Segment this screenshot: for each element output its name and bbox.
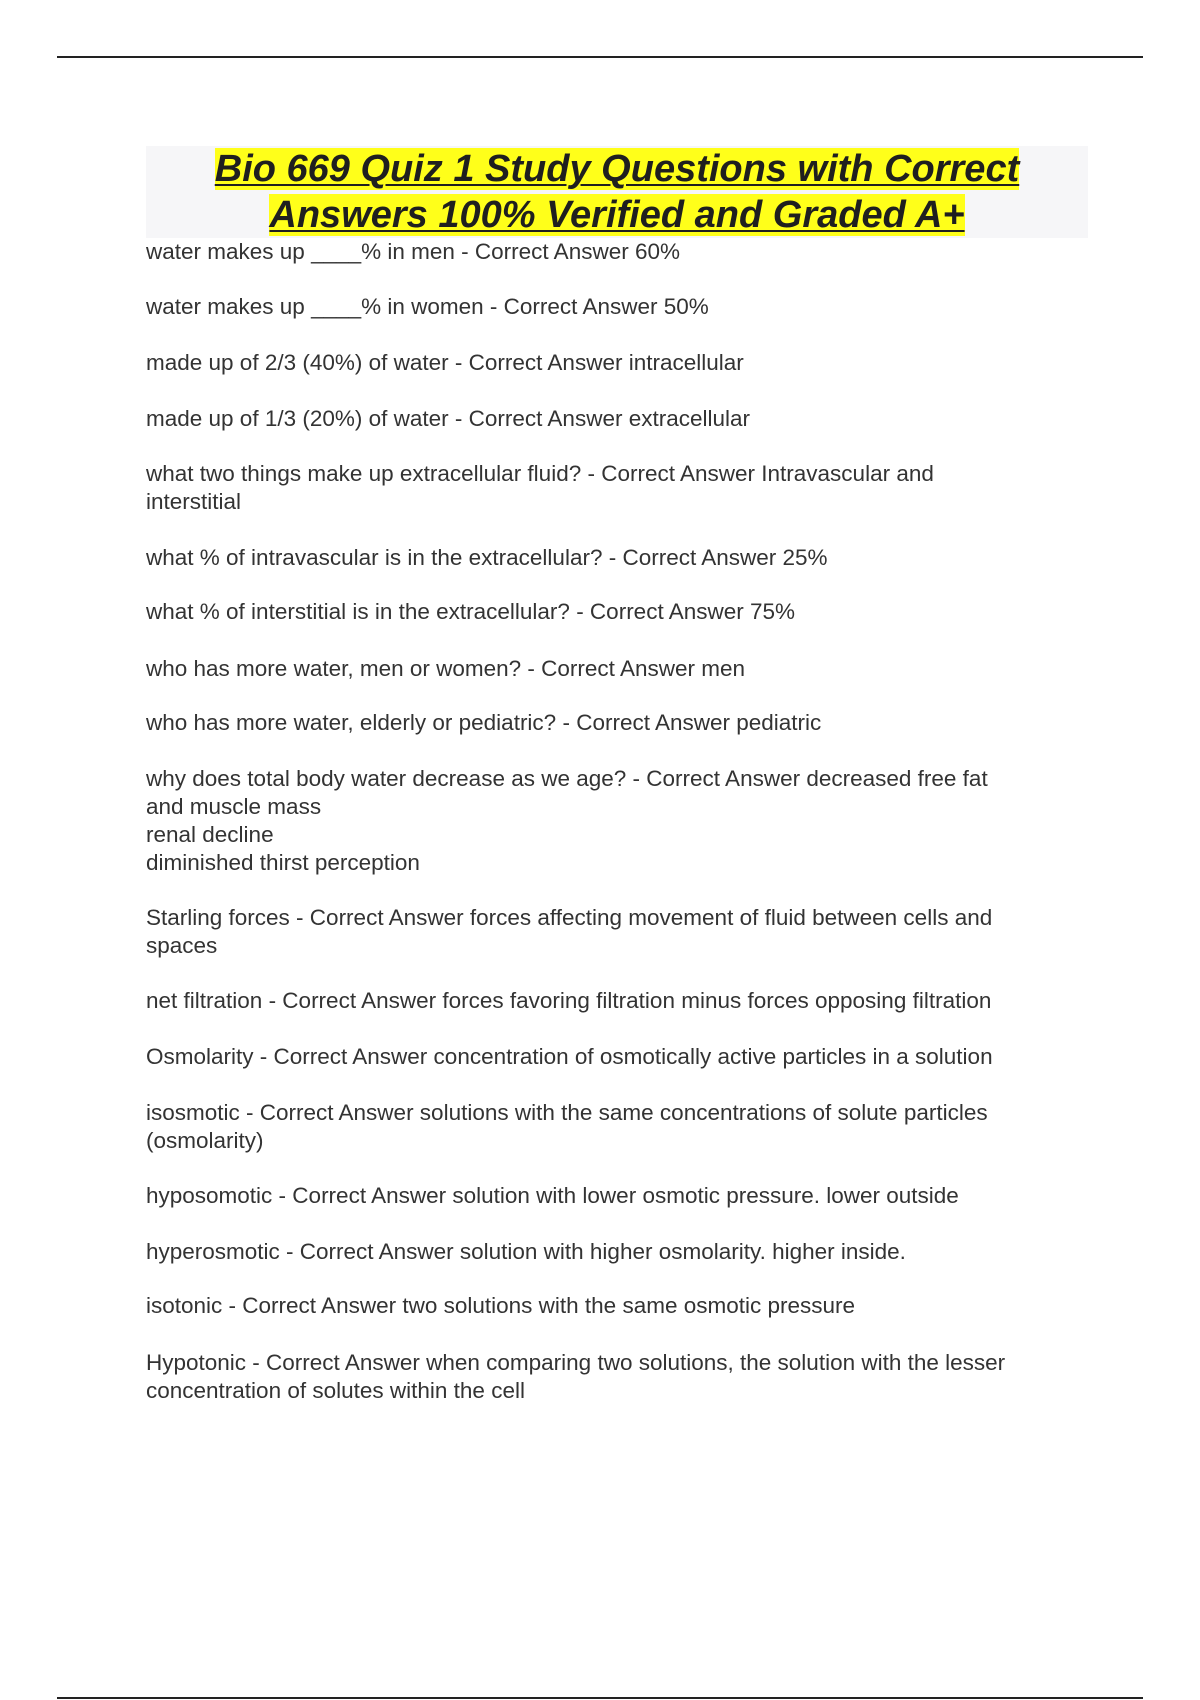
page-top-rule	[57, 56, 1143, 58]
document-title-line-1: Bio 669 Quiz 1 Study Questions with Correct	[214, 148, 1020, 190]
qa-item: Hypotonic - Correct Answer when comparing two solutions, the solution with the lesser concentration of solutes within the cell	[146, 1350, 1006, 1403]
qa-item: made up of 2/3 (40%) of water - Correct Answer intracellular	[146, 350, 744, 375]
document-title	[146, 146, 1088, 238]
qa-item: water makes up ____% in men - Correct Answer 60%	[146, 239, 680, 264]
qa-item: what % of intravascular is in the extracellular? - Correct Answer 25%	[146, 545, 828, 570]
qa-item: why does total body water decrease as we age? - Correct Answer decreased free fat and muscle mass renal decline diminished thirst perception	[146, 766, 988, 875]
qa-item: what % of interstitial is in the extracellular? - Correct Answer 75%	[146, 599, 796, 624]
qa-item: who has more water, men or women? - Correct Answer men	[146, 656, 745, 681]
qa-item: isosmotic - Correct Answer solutions with the same concentrations of solute particles (osmolarity)	[146, 1100, 988, 1153]
document-title-line-2: Answers 100% Verified and Graded A+	[269, 194, 965, 236]
qa-item: isotonic - Correct Answer two solutions with the same osmotic pressure	[146, 1293, 856, 1318]
qa-item: what two things make up extracellular fluid? - Correct Answer Intravascular and interstitial	[146, 461, 934, 514]
page-bottom-rule	[57, 1697, 1143, 1699]
qa-item: who has more water, elderly or pediatric? - Correct Answer pediatric	[146, 710, 822, 735]
qa-item: net filtration - Correct Answer forces favoring filtration minus forces opposing filtration	[146, 988, 992, 1013]
document-title-block	[146, 146, 1088, 238]
qa-item: Osmolarity - Correct Answer concentration of osmotically active particles in a solution	[146, 1044, 993, 1069]
qa-item: hyposomotic - Correct Answer solution with lower osmotic pressure. lower outside	[146, 1183, 959, 1208]
qa-item: made up of 1/3 (20%) of water - Correct Answer extracellular	[146, 406, 751, 431]
qa-item: Starling forces - Correct Answer forces affecting movement of fluid between cells and spaces	[146, 905, 993, 958]
qa-item: water makes up ____% in women - Correct Answer 50%	[146, 294, 709, 319]
qa-item: hyperosmotic - Correct Answer solution with higher osmolarity. higher inside.	[146, 1239, 906, 1264]
